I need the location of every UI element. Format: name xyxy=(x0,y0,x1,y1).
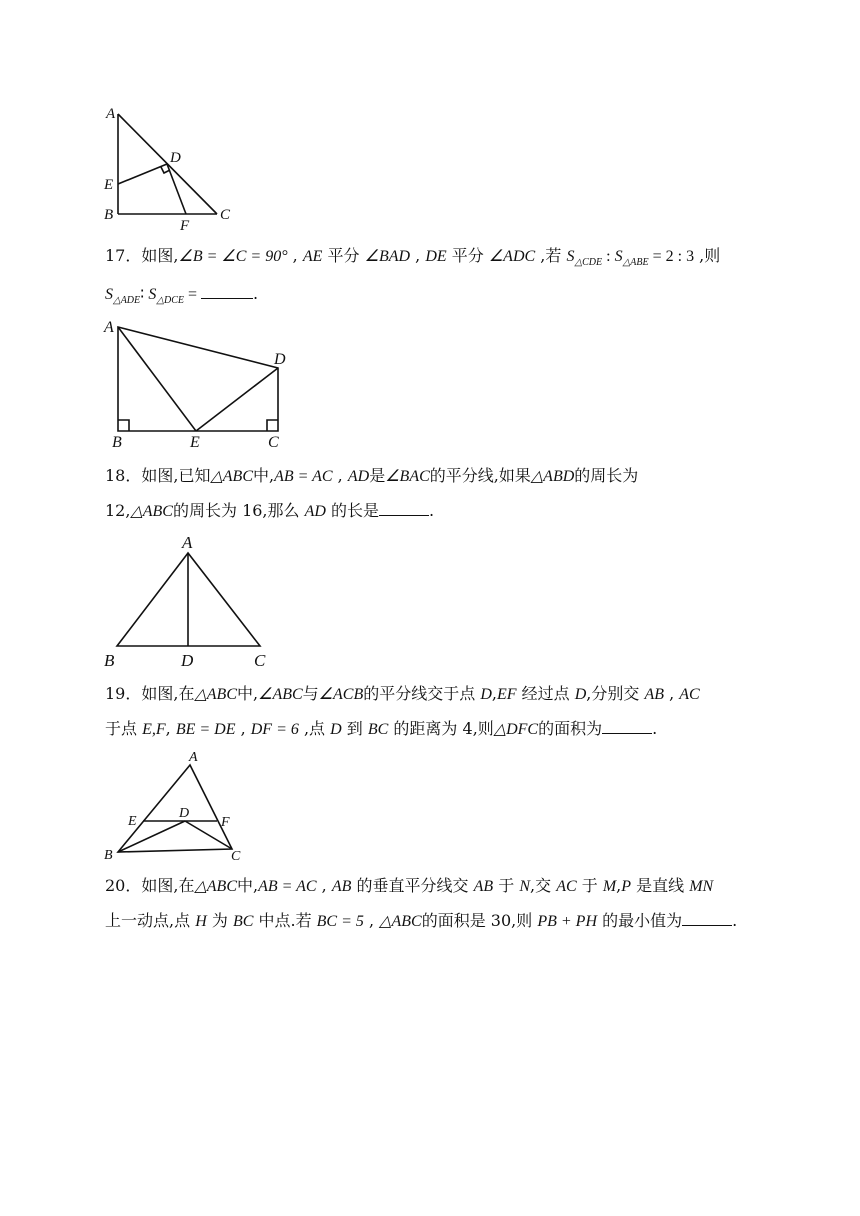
q19-math: ∠ABC xyxy=(258,686,303,703)
figure-q19-lines xyxy=(118,765,232,852)
q20-answer-blank[interactable] xyxy=(682,911,732,926)
figure-q16-lines xyxy=(118,114,217,214)
q20-text: 于 xyxy=(493,876,520,895)
q19-text: , xyxy=(165,719,176,738)
q20-math: AB = AC xyxy=(258,878,317,895)
q19-math: ∠ACB xyxy=(318,686,364,703)
q17-text: ,若 xyxy=(535,246,567,265)
q19-math: EF xyxy=(496,686,517,703)
q17-line1 xyxy=(105,245,720,274)
label-b: B xyxy=(104,848,113,863)
q19-text: . xyxy=(652,719,658,738)
q18-text: . xyxy=(429,501,435,520)
q18-math: △ABC xyxy=(210,468,253,485)
q20-text: 的面积是 30,则 xyxy=(421,911,538,930)
q20-math: BC = 5 xyxy=(316,913,364,930)
q20-math: PB + PH xyxy=(537,913,597,930)
q18-math: △ABD xyxy=(530,468,575,485)
q17-text: , xyxy=(287,246,303,265)
label-d: D xyxy=(179,806,190,821)
q19-math: BE = DE xyxy=(175,721,236,738)
label-c: C xyxy=(220,207,231,223)
label-a: A xyxy=(104,319,114,336)
q19-math: BC xyxy=(367,721,389,738)
q17-text: ,则 xyxy=(694,246,721,265)
q17-area-symbol: S xyxy=(566,248,575,265)
q19-math: AB xyxy=(644,686,665,703)
label-a: A xyxy=(182,533,193,552)
q20-text: 为 xyxy=(206,911,233,930)
label-a: A xyxy=(189,750,198,765)
q20-math: P xyxy=(621,878,632,895)
q20-math: AB xyxy=(331,878,352,895)
q18-number: 18． xyxy=(105,466,142,485)
q19-math: DF = 6 xyxy=(250,721,299,738)
figure-q19 xyxy=(100,745,260,867)
label-b: B xyxy=(104,207,114,223)
label-e: E xyxy=(128,814,137,829)
q18-text: 的周长为 xyxy=(574,466,639,485)
q20-math: N xyxy=(519,878,530,895)
q20-line2 xyxy=(105,910,737,933)
q20-text: 的最小值为 xyxy=(597,911,683,930)
q19-answer-blank[interactable] xyxy=(602,719,652,734)
q20-text: ,交 xyxy=(530,876,557,895)
q19-text: 经过点 xyxy=(516,684,575,703)
q19-math: △DFC xyxy=(493,721,539,738)
q18-text: , xyxy=(332,466,348,485)
q19-text: 于点 xyxy=(105,719,143,738)
q17-number: 17． xyxy=(105,246,142,265)
q17-subscript: △ADE xyxy=(113,295,141,306)
q19-text: 如图,在 xyxy=(141,684,195,703)
q17-math: ∠ADC xyxy=(488,248,536,265)
q19-number: 19． xyxy=(105,684,142,703)
label-b: B xyxy=(112,434,122,451)
q19-text: 的面积为 xyxy=(538,719,603,738)
q18-text: 的周长为 16,那么 xyxy=(172,501,305,520)
q19-text: ,分别交 xyxy=(586,684,645,703)
figure-q17-lines xyxy=(118,327,278,431)
q17-area-symbol: S xyxy=(614,248,623,265)
q19-text: 的距离为 4,则 xyxy=(388,719,494,738)
q20-math: AC xyxy=(556,878,577,895)
q17-text: 平分 xyxy=(446,246,489,265)
q17-subscript: △ABE xyxy=(622,257,649,268)
q17-math: : xyxy=(602,248,615,265)
q18-line2 xyxy=(105,500,434,523)
figure-q17 xyxy=(100,315,300,450)
q18-text: 是 xyxy=(369,466,386,485)
q18-line1 xyxy=(105,465,638,488)
q19-text: , xyxy=(664,684,680,703)
q19-text: ,点 xyxy=(298,719,331,738)
q18-math: AB = AC xyxy=(274,468,333,485)
label-d: D xyxy=(274,351,286,368)
label-d: D xyxy=(181,651,194,670)
q18-math: AD xyxy=(347,468,370,485)
q18-text: 如图,已知 xyxy=(141,466,211,485)
q17-math: DE xyxy=(425,248,447,265)
label-b: B xyxy=(104,651,115,670)
q20-math: △ABC xyxy=(194,878,237,895)
q17-text: . xyxy=(253,284,259,303)
q20-text: 如图,在 xyxy=(141,876,195,895)
label-d: D xyxy=(170,150,181,166)
q20-text: , xyxy=(616,876,622,895)
q17-line2 xyxy=(105,283,258,312)
q17-math: = 2 : 3 xyxy=(648,248,695,265)
q20-math: BC xyxy=(232,913,254,930)
q20-math: AB xyxy=(473,878,494,895)
q17-math: AE xyxy=(302,248,323,265)
q19-text: 中, xyxy=(237,684,259,703)
q18-text: 中, xyxy=(253,466,275,485)
q19-math: D xyxy=(574,686,587,703)
label-c: C xyxy=(254,651,266,670)
q17-math: ∠BAD xyxy=(364,248,411,265)
q20-math: H xyxy=(195,913,207,930)
q18-math: △ABC xyxy=(130,503,173,520)
q17-text: 如图, xyxy=(141,246,179,265)
q19-math: E,F xyxy=(142,721,166,738)
q20-math: M xyxy=(602,878,617,895)
figure-q16 xyxy=(100,100,240,235)
q20-text: 中, xyxy=(237,876,259,895)
label-c: C xyxy=(268,434,279,451)
q17-subscript: △DCE xyxy=(156,295,185,306)
q20-text: 中点.若 xyxy=(253,911,317,930)
q18-math: ∠BAC xyxy=(385,468,430,485)
q17-math: ∶ xyxy=(140,286,149,303)
q20-text: , xyxy=(316,876,332,895)
q19-line2 xyxy=(105,718,657,741)
q17-text: , xyxy=(410,246,426,265)
q19-text: 的平分线交于点 xyxy=(363,684,481,703)
q18-text: 的长是 xyxy=(325,501,380,520)
q20-text: 的垂直平分线交 xyxy=(351,876,474,895)
q20-line1 xyxy=(105,875,713,898)
q19-math: D xyxy=(480,686,492,703)
q20-math: MN xyxy=(689,878,714,895)
q17-answer-blank[interactable] xyxy=(201,284,253,299)
q19-text: 与 xyxy=(302,684,319,703)
q20-math: △ABC xyxy=(379,913,422,930)
q17-math: ∠B = ∠C = 90° xyxy=(178,248,288,265)
q20-text: . xyxy=(732,911,738,930)
q20-number: 20． xyxy=(105,876,142,895)
q19-math: AC xyxy=(679,686,700,703)
q18-text: 的平分线,如果 xyxy=(429,466,531,485)
q18-text: 12, xyxy=(105,501,131,520)
q19-text: , xyxy=(491,684,497,703)
figure-q18-lines xyxy=(117,553,260,646)
q18-math: AD xyxy=(304,503,326,520)
q17-area-symbol: S xyxy=(148,286,157,303)
q20-text: , xyxy=(363,911,380,930)
q19-math: △ABC xyxy=(194,686,237,703)
label-e: E xyxy=(190,434,200,451)
label-f: F xyxy=(221,815,230,830)
q17-area-symbol: S xyxy=(105,286,113,303)
q19-text: , xyxy=(235,719,251,738)
q17-text: 平分 xyxy=(322,246,365,265)
q20-text: 上一动点,点 xyxy=(105,911,196,930)
q17-math: = xyxy=(184,286,202,303)
q20-text: 于 xyxy=(576,876,603,895)
q19-math: D xyxy=(330,721,342,738)
q18-answer-blank[interactable] xyxy=(379,501,429,516)
q19-text: 到 xyxy=(341,719,368,738)
label-f: F xyxy=(180,218,190,234)
label-e: E xyxy=(104,177,114,193)
figure-q18 xyxy=(100,530,280,670)
q19-line1 xyxy=(105,683,700,706)
q20-text: 是直线 xyxy=(631,876,690,895)
label-a: A xyxy=(106,106,116,122)
q17-subscript: △CDE xyxy=(574,257,603,268)
label-c: C xyxy=(231,849,241,864)
